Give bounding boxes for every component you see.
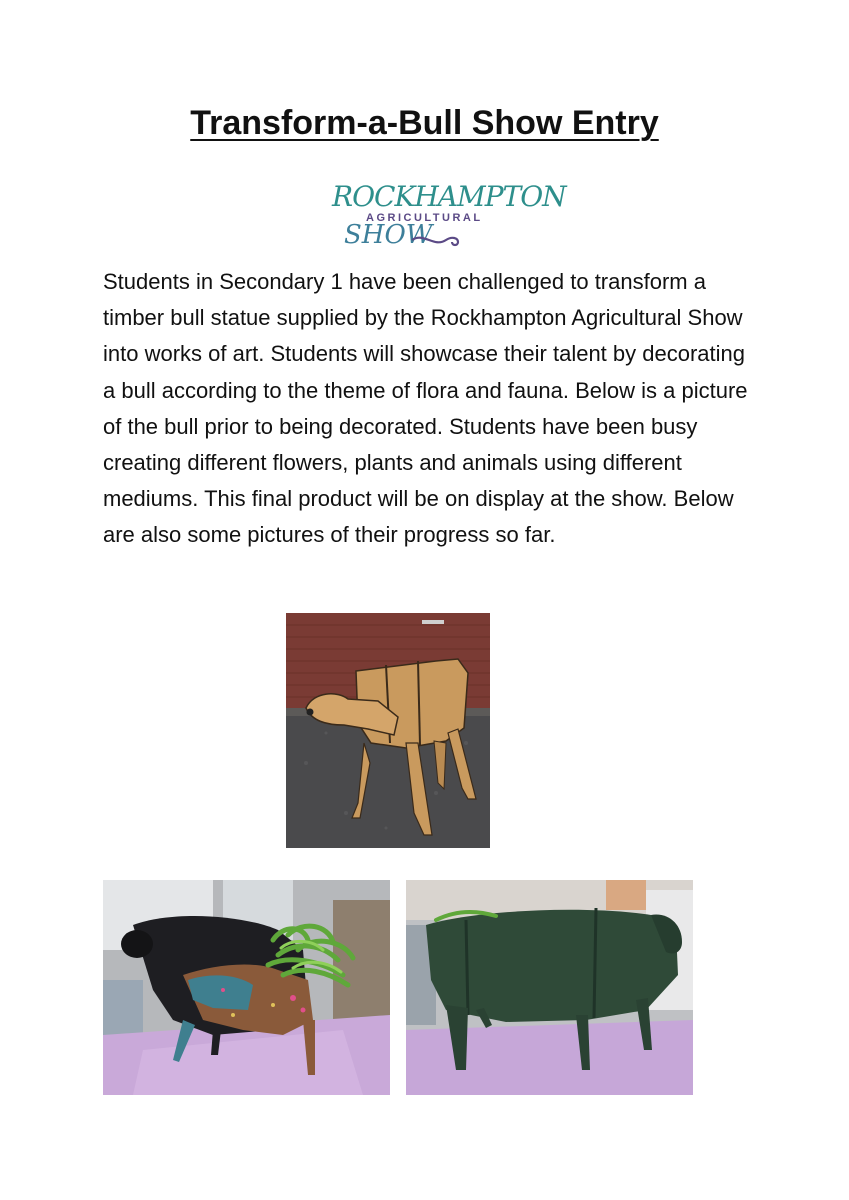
logo-line-rockhampton: ROCKHAMPTON	[332, 180, 566, 213]
body-paragraph: Students in Secondary 1 have been challenged to transform a timber bull statue supplied by the Rockhampton Agricultural Show into works of art. Students will showcase their talent by decorating a bull according to the theme of flora and fauna. Below is a picture of the bull prior to being decorated. Students have been busy creating different flowers, plants and animals using different mediums. This final product will be on display at the show. Below are also some pictures of their progress so far.	[103, 269, 748, 548]
decorated-bull-progress-photo	[103, 880, 390, 1095]
logo-line-show: SHOW	[344, 220, 433, 250]
logo-line-agricultural: AGRICULTURAL	[366, 212, 483, 224]
undecorated-timber-bull-photo	[286, 613, 490, 848]
page-title: Transform-a-Bull Show Entry	[190, 104, 659, 142]
green-painted-bull-progress-photo	[406, 880, 693, 1095]
rockhampton-show-logo	[330, 180, 566, 252]
logo-swirl-icon	[410, 228, 464, 250]
